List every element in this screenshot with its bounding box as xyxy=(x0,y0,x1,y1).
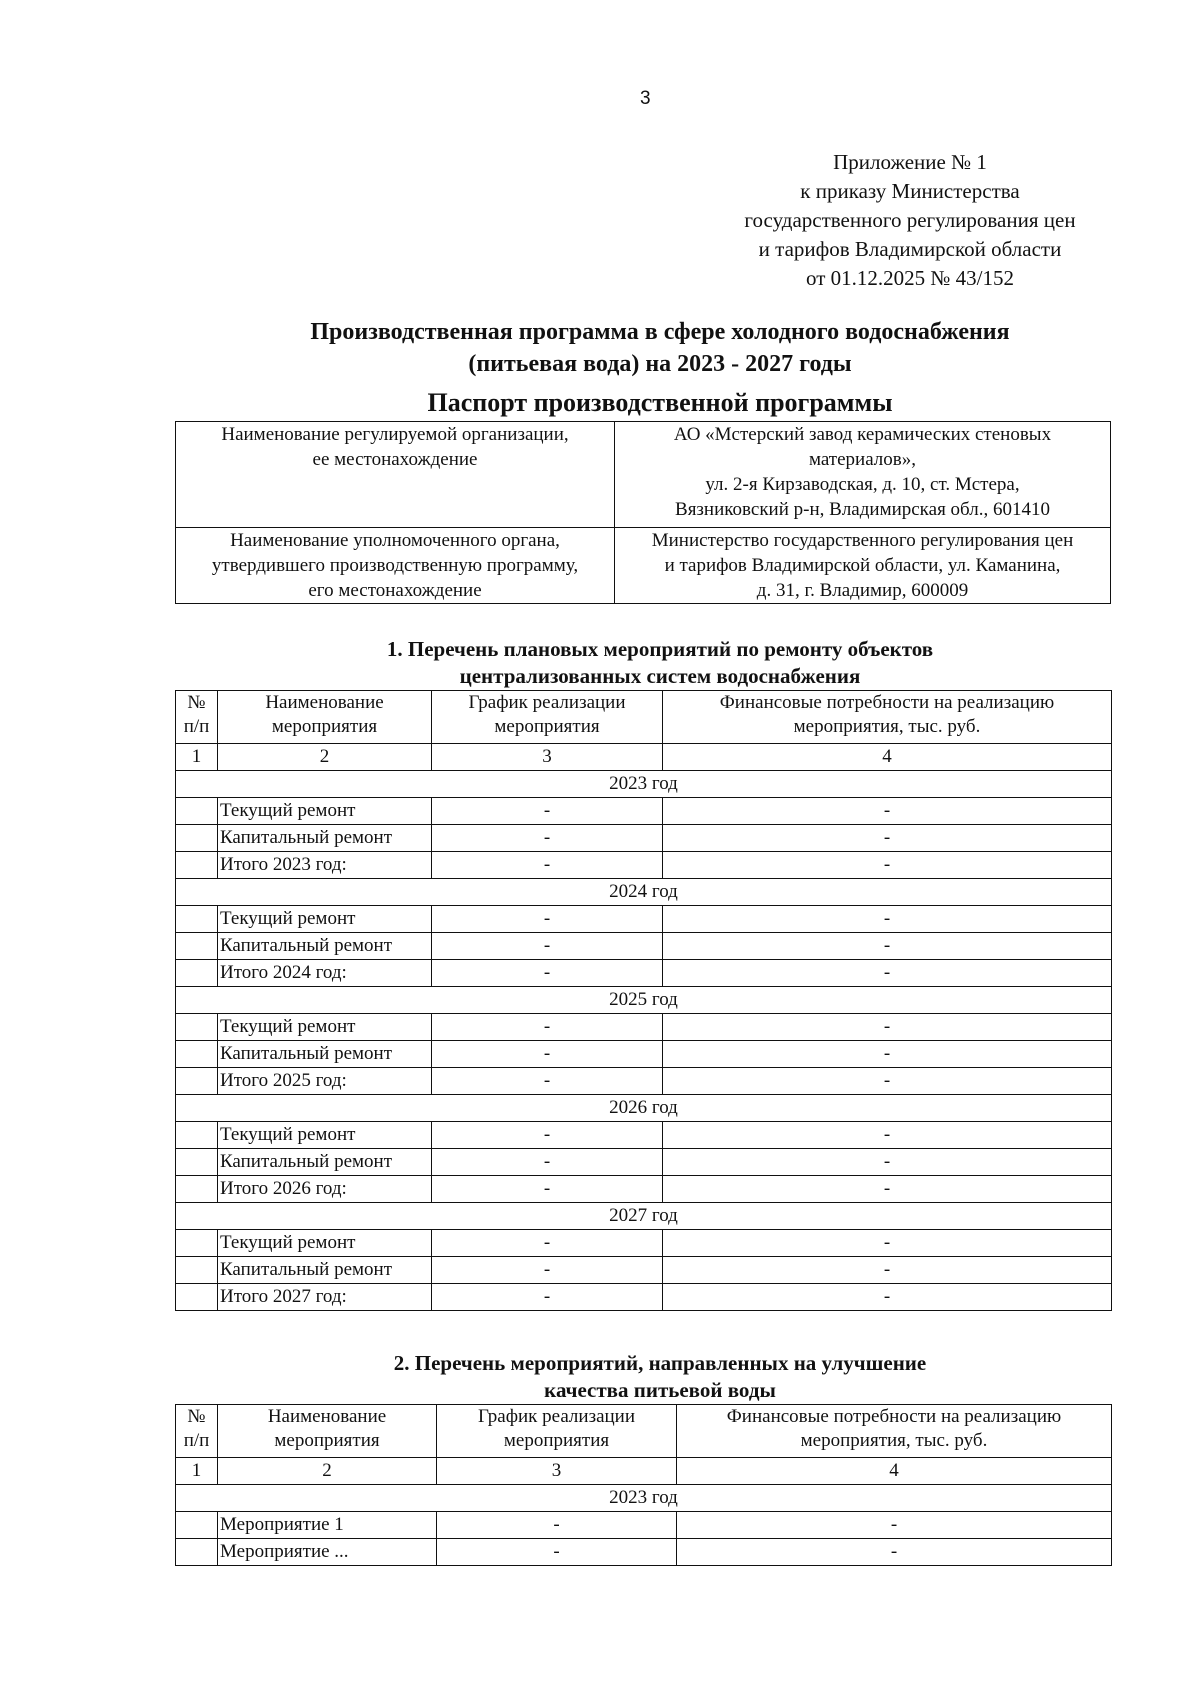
passport-row xyxy=(176,528,1111,604)
section2-title-line: 2. Перечень мероприятий, направленных на улучшение xyxy=(393,1351,927,1375)
year-row xyxy=(176,1095,1112,1122)
row-number-cell xyxy=(176,1512,218,1539)
table-row xyxy=(176,798,1112,825)
table-row xyxy=(176,933,1112,960)
schedule-value: - xyxy=(432,1176,663,1203)
year-label: 2024 год xyxy=(176,879,1112,906)
year-label: 2023 год xyxy=(176,1485,1112,1512)
column-number: 4 xyxy=(677,1458,1112,1485)
finance-value: - xyxy=(663,1041,1112,1068)
year-row xyxy=(176,879,1112,906)
table-row xyxy=(176,1122,1112,1149)
activity-name: Текущий ремонт xyxy=(218,906,432,933)
passport-label-cell xyxy=(176,528,615,604)
year-row xyxy=(176,771,1112,798)
row-number-cell xyxy=(176,1068,218,1095)
passport-value-cell xyxy=(615,528,1111,604)
column-number: 1 xyxy=(176,744,218,771)
column-header-line: мероприятия xyxy=(503,1430,610,1451)
activity-name: Текущий ремонт xyxy=(218,798,432,825)
program-title-line: Производственная программа в сфере холодного водоснабжения xyxy=(310,319,1010,345)
schedule-value: - xyxy=(432,798,663,825)
passport-label-line: Наименование регулируемой организации, xyxy=(221,424,569,445)
column-header-line: № xyxy=(187,692,206,713)
column-header-line: График реализации xyxy=(477,1406,636,1427)
activity-name: Итого 2023 год: xyxy=(218,852,432,879)
water-quality-activities-table xyxy=(175,1404,1112,1566)
schedule-value: - xyxy=(432,1041,663,1068)
row-number-cell xyxy=(176,825,218,852)
finance-value: - xyxy=(663,825,1112,852)
schedule-value: - xyxy=(432,1122,663,1149)
column-number: 2 xyxy=(218,744,432,771)
activity-name: Итого 2026 год: xyxy=(218,1176,432,1203)
column-header xyxy=(432,691,663,744)
schedule-value: - xyxy=(432,1230,663,1257)
appendix-line: государственного регулирования цен xyxy=(744,208,1076,232)
column-number: 3 xyxy=(437,1458,677,1485)
repair-activities-table xyxy=(175,690,1112,1311)
table-row xyxy=(176,852,1112,879)
passport-label-line: Наименование уполномоченного органа, xyxy=(230,530,560,551)
column-number: 3 xyxy=(432,744,663,771)
row-number-cell xyxy=(176,960,218,987)
program-title-line: (питьевая вода) на 2023 - 2027 годы xyxy=(468,351,852,377)
table-row xyxy=(176,1041,1112,1068)
column-header-line: мероприятия xyxy=(274,1430,380,1451)
year-label: 2027 год xyxy=(176,1203,1112,1230)
table-row xyxy=(176,1149,1112,1176)
table-header-row xyxy=(176,691,1112,744)
activity-name: Мероприятие ... xyxy=(218,1539,437,1566)
year-row xyxy=(176,1485,1112,1512)
column-header-line: Наименование xyxy=(265,692,384,713)
year-row xyxy=(176,1203,1112,1230)
passport-value-line: и тарифов Владимирской области, ул. Каманина, xyxy=(664,555,1061,576)
finance-value: - xyxy=(663,906,1112,933)
column-header xyxy=(218,1405,437,1458)
finance-value: - xyxy=(663,1230,1112,1257)
column-header-line: п/п xyxy=(183,716,210,737)
row-number-cell xyxy=(176,798,218,825)
row-number-cell xyxy=(176,1230,218,1257)
activity-name: Капитальный ремонт xyxy=(218,1149,432,1176)
finance-value: - xyxy=(663,1068,1112,1095)
passport-value-line: ул. 2-я Кирзаводская, д. 10, ст. Мстера, xyxy=(705,474,1020,495)
finance-value: - xyxy=(677,1539,1112,1566)
table-row xyxy=(176,960,1112,987)
section1-title-line: централизованных систем водоснабжения xyxy=(459,664,861,688)
year-label: 2025 год xyxy=(176,987,1112,1014)
activity-name: Итого 2025 год: xyxy=(218,1068,432,1095)
schedule-value: - xyxy=(437,1512,677,1539)
table-row xyxy=(176,1284,1112,1311)
section2-title-line: качества питьевой воды xyxy=(544,1378,776,1402)
column-number-row xyxy=(176,744,1112,771)
row-number-cell xyxy=(176,1014,218,1041)
year-label: 2023 год xyxy=(176,771,1112,798)
activity-name: Итого 2027 год: xyxy=(218,1284,432,1311)
column-header xyxy=(437,1405,677,1458)
row-number-cell xyxy=(176,1122,218,1149)
column-header-line: Финансовые потребности на реализацию xyxy=(719,692,1055,713)
row-number-cell xyxy=(176,1176,218,1203)
appendix-line: и тарифов Владимирской области xyxy=(758,237,1062,261)
table-row xyxy=(176,1257,1112,1284)
finance-value: - xyxy=(663,1284,1112,1311)
schedule-value: - xyxy=(432,1014,663,1041)
table-row xyxy=(176,1176,1112,1203)
row-number-cell xyxy=(176,933,218,960)
table-row xyxy=(176,825,1112,852)
table-row xyxy=(176,1539,1112,1566)
finance-value: - xyxy=(663,1257,1112,1284)
column-number-row xyxy=(176,1458,1112,1485)
passport-row xyxy=(176,422,1111,528)
appendix-line: Приложение № 1 xyxy=(833,150,987,174)
row-number-cell xyxy=(176,1539,218,1566)
row-number-cell xyxy=(176,1284,218,1311)
activity-name: Мероприятие 1 xyxy=(218,1512,437,1539)
activity-name: Капитальный ремонт xyxy=(218,825,432,852)
finance-value: - xyxy=(677,1512,1112,1539)
passport-title: Паспорт производственной программы xyxy=(427,388,893,417)
section1-title xyxy=(160,636,1160,690)
finance-value: - xyxy=(663,960,1112,987)
schedule-value: - xyxy=(432,933,663,960)
row-number-cell xyxy=(176,852,218,879)
schedule-value: - xyxy=(432,960,663,987)
passport-table xyxy=(175,421,1111,604)
activity-name: Итого 2024 год: xyxy=(218,960,432,987)
schedule-value: - xyxy=(432,852,663,879)
column-number: 4 xyxy=(663,744,1112,771)
schedule-value: - xyxy=(432,1149,663,1176)
activity-name: Текущий ремонт xyxy=(218,1122,432,1149)
finance-value: - xyxy=(663,1176,1112,1203)
column-header xyxy=(176,691,218,744)
section2-title xyxy=(160,1350,1160,1404)
finance-value: - xyxy=(663,1014,1112,1041)
column-header-line: мероприятия, тыс. руб. xyxy=(800,1430,988,1451)
passport-label-line: его местонахождение xyxy=(308,580,482,601)
activity-name: Текущий ремонт xyxy=(218,1014,432,1041)
finance-value: - xyxy=(663,798,1112,825)
schedule-value: - xyxy=(432,825,663,852)
page-number: 3 xyxy=(640,88,651,109)
table-row xyxy=(176,906,1112,933)
column-header xyxy=(218,691,432,744)
schedule-value: - xyxy=(432,1257,663,1284)
column-header-line: мероприятия xyxy=(271,716,378,737)
column-header xyxy=(663,691,1112,744)
passport-label-cell xyxy=(176,422,615,528)
row-number-cell xyxy=(176,1149,218,1176)
activity-name: Капитальный ремонт xyxy=(218,933,432,960)
column-header-line: Наименование xyxy=(267,1406,387,1427)
year-row xyxy=(176,987,1112,1014)
row-number-cell xyxy=(176,1041,218,1068)
activity-name: Капитальный ремонт xyxy=(218,1257,432,1284)
schedule-value: - xyxy=(432,1284,663,1311)
schedule-value: - xyxy=(437,1539,677,1566)
finance-value: - xyxy=(663,933,1112,960)
passport-label-line: ее местонахождение xyxy=(312,449,478,470)
activity-name: Текущий ремонт xyxy=(218,1230,432,1257)
passport-value-line: Министерство государственного регулирования цен xyxy=(651,530,1074,551)
column-header-line: мероприятия, тыс. руб. xyxy=(793,716,981,737)
schedule-value: - xyxy=(432,906,663,933)
passport-value-line: АО «Мстерский завод керамических стеновых xyxy=(673,424,1052,445)
program-title xyxy=(160,316,1160,380)
table-row xyxy=(176,1014,1112,1041)
column-number: 2 xyxy=(218,1458,437,1485)
passport-value-line: д. 31, г. Владимир, 600009 xyxy=(756,580,969,601)
column-header-line: мероприятия xyxy=(494,716,600,737)
column-header xyxy=(677,1405,1112,1458)
passport-value-line: Вязниковский р-н, Владимирская обл., 601410 xyxy=(675,499,1050,520)
activity-name: Капитальный ремонт xyxy=(218,1041,432,1068)
table-row xyxy=(176,1230,1112,1257)
finance-value: - xyxy=(663,852,1112,879)
appendix-line: к приказу Министерства xyxy=(800,179,1020,203)
row-number-cell xyxy=(176,906,218,933)
year-label: 2026 год xyxy=(176,1095,1112,1122)
column-header-line: п/п xyxy=(183,1430,210,1451)
column-header-line: Финансовые потребности на реализацию xyxy=(726,1406,1062,1427)
table-row xyxy=(176,1068,1112,1095)
column-number: 1 xyxy=(176,1458,218,1485)
passport-value-line: материалов», xyxy=(808,449,917,470)
passport-label-line: утвердившего производственную программу, xyxy=(211,555,579,576)
table-row xyxy=(176,1512,1112,1539)
table-header-row xyxy=(176,1405,1112,1458)
column-header xyxy=(176,1405,218,1458)
row-number-cell xyxy=(176,1257,218,1284)
appendix-note xyxy=(690,148,1130,293)
finance-value: - xyxy=(663,1122,1112,1149)
appendix-line: от 01.12.2025 № 43/152 xyxy=(805,266,1015,290)
finance-value: - xyxy=(663,1149,1112,1176)
schedule-value: - xyxy=(432,1068,663,1095)
section1-title-line: 1. Перечень плановых мероприятий по ремонту объектов xyxy=(386,637,934,661)
passport-value-cell xyxy=(615,422,1111,528)
column-header-line: № xyxy=(187,1406,206,1427)
column-header-line: График реализации xyxy=(468,692,626,713)
